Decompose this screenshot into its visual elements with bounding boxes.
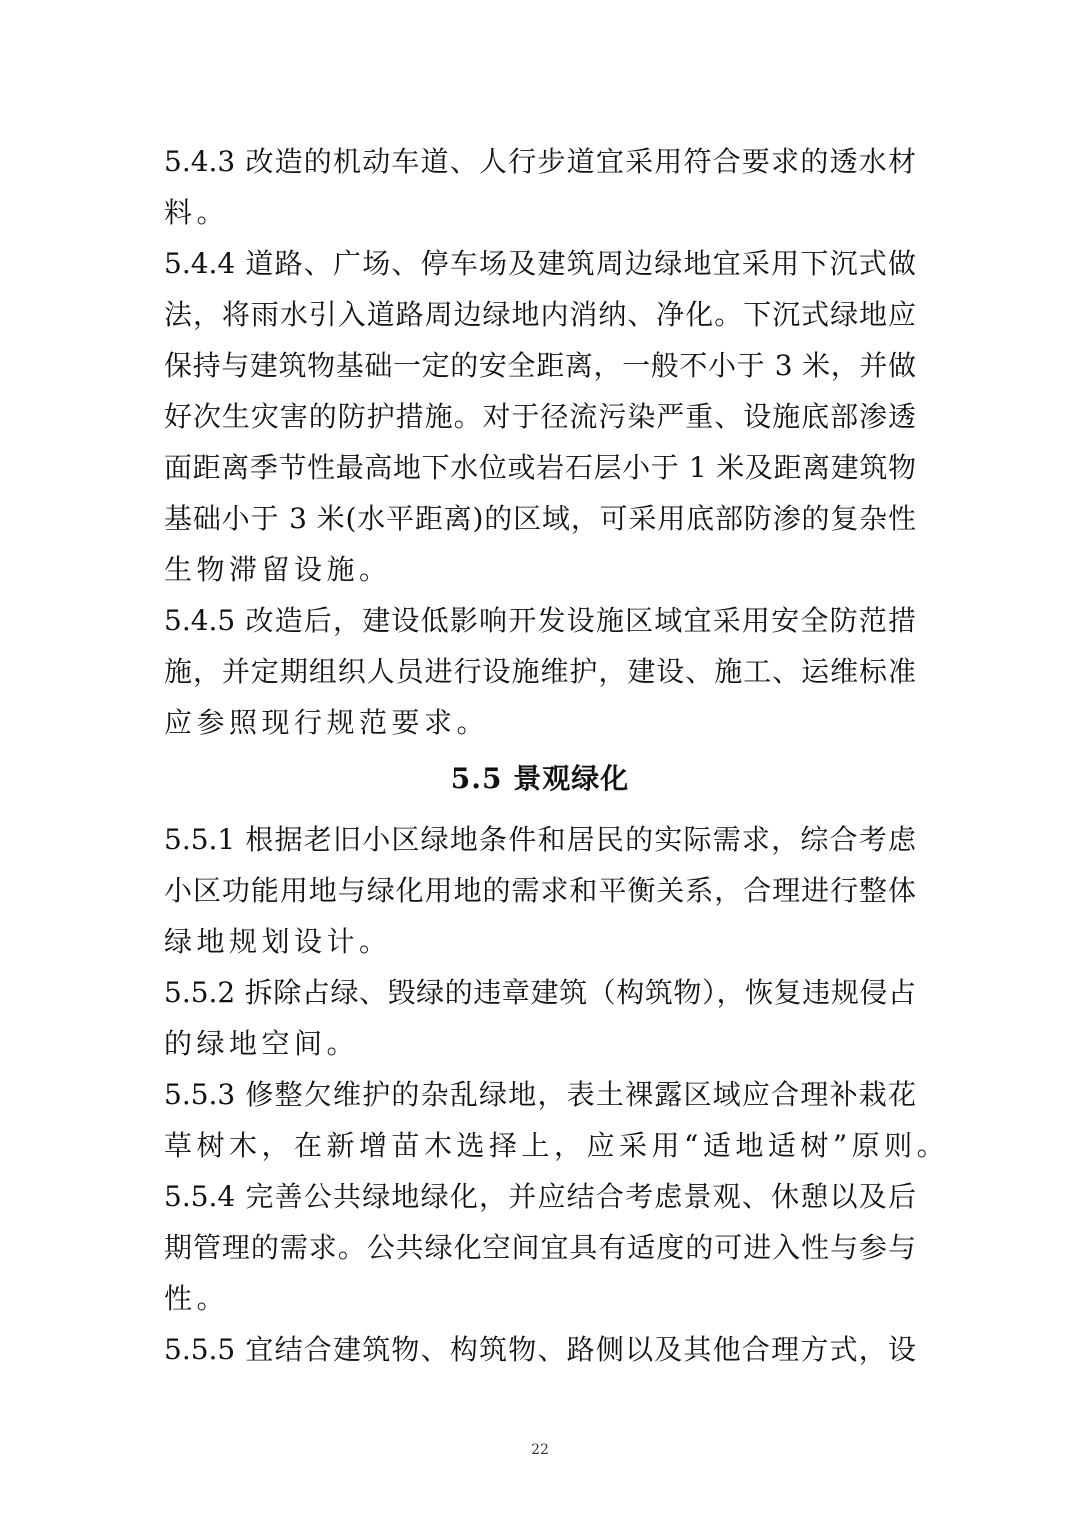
text-line: 应参照现行规范要求。 (164, 706, 490, 739)
text-line: 小区功能用地与绿化用地的需求和平衡关系，合理进行整体 (164, 874, 916, 907)
text-line: 5.5.1 根据老旧小区绿地条件和居民的实际需求，综合考虑 (164, 823, 916, 856)
text-line: 绿地规划设计。 (164, 925, 392, 958)
text-line: 5.4.4 道路、广场、停车场及建筑周边绿地宜采用下沉式做 (164, 247, 916, 280)
text-line: 期管理的需求。公共绿化空间宜具有适度的可进入性与参与 (164, 1231, 916, 1264)
text-line: 法，将雨水引入道路周边绿地内消纳、净化。下沉式绿地应 (164, 298, 916, 331)
text-line: 5.5.4 完善公共绿地绿化，并应结合考虑景观、休憩以及后 (164, 1180, 916, 1213)
text-line: 性。 (164, 1282, 230, 1315)
page-number: 22 (531, 1442, 549, 1458)
text-line: 生物滞留设施。 (164, 553, 392, 586)
text-line: 草树木，在新增苗木选择上，应采用“适地适树”原则。 (164, 1129, 950, 1162)
text-line: 5.4.3 改造的机动车道、人行步道宜采用符合要求的透水材 (164, 145, 916, 178)
text-line: 5.5.5 宜结合建筑物、构筑物、路侧以及其他合理方式，设 (164, 1333, 916, 1366)
section-heading: 5.5 景观绿化 (450, 762, 630, 795)
text-line: 保持与建筑物基础一定的安全距离，一般不小于 3 米，并做 (164, 349, 916, 382)
text-line: 5.4.5 改造后，建设低影响开发设施区域宜采用安全防范措 (164, 604, 916, 637)
text-line: 的绿地空间。 (164, 1027, 360, 1060)
text-line: 面距离季节性最高地下水位或岩石层小于 1 米及距离建筑物 (164, 451, 916, 484)
text-line: 基础小于 3 米(水平距离)的区域，可采用底部防渗的复杂性 (164, 502, 916, 535)
text-line: 好次生灾害的防护措施。对于径流污染严重、设施底部渗透 (164, 400, 916, 433)
text-line: 5.5.2 拆除占绿、毁绿的违章建筑（构筑物），恢复违规侵占 (164, 976, 916, 1009)
text-line: 料。 (164, 196, 230, 229)
text-line: 5.5.3 修整欠维护的杂乱绿地，表土裸露区域应合理补栽花 (164, 1078, 916, 1111)
text-line: 施，并定期组织人员进行设施维护，建设、施工、运维标准 (164, 655, 916, 688)
